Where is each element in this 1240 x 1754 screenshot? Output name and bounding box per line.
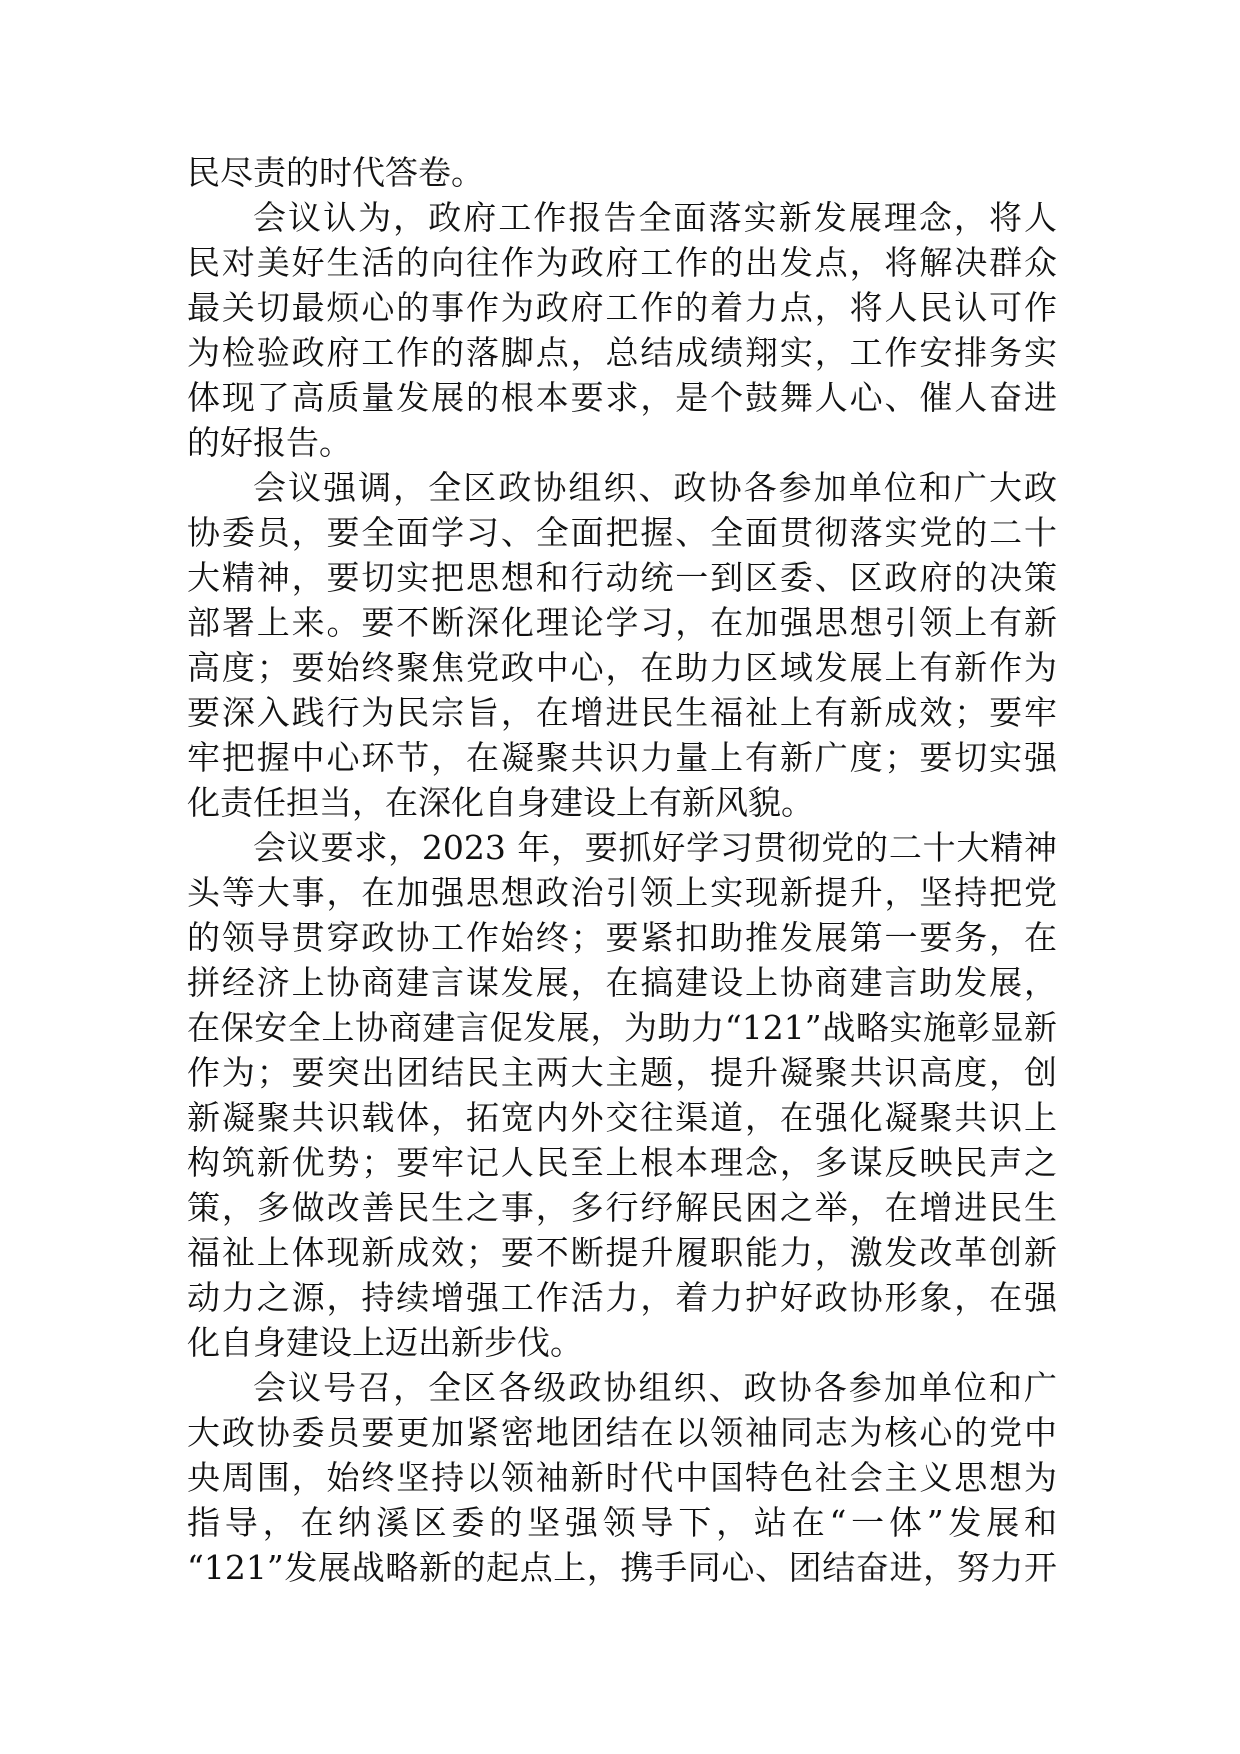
text-line: 策，多做改善民生之事，多行纾解民困之举，在增进民生 xyxy=(187,1188,1057,1227)
text-line: 的好报告。 xyxy=(187,423,352,462)
text-line: 大精神，要切实把思想和行动统一到区委、区政府的决策 xyxy=(187,558,1057,597)
text-line: 构筑新优势；要牢记人民至上根本理念，多谋反映民声之 xyxy=(187,1143,1057,1182)
text-line: 协委员，要全面学习、全面把握、全面贯彻落实党的二十 xyxy=(187,513,1057,552)
text-line: 新凝聚共识载体，拓宽内外交往渠道，在强化凝聚共识上 xyxy=(187,1098,1057,1137)
text-line: 最关切最烦心的事作为政府工作的着力点，将人民认可作 xyxy=(187,288,1057,327)
text-line: 福祉上体现新成效；要不断提升履职能力，激发改革创新 xyxy=(187,1233,1057,1272)
text-line: 会议强调，全区政协组织、政协各参加单位和广大政 xyxy=(253,468,1057,507)
text-line: 牢把握中心环节，在凝聚共识力量上有新广度；要切实强 xyxy=(187,738,1057,777)
document-body xyxy=(187,150,1057,1590)
text-line: 会议认为，政府工作报告全面落实新发展理念，将人 xyxy=(253,198,1057,237)
text-line: 会议要求，2023 年，要抓好学习贯彻党的二十大精神 xyxy=(253,828,1057,867)
text-line: 民尽责的时代答卷。 xyxy=(187,153,484,192)
text-line: 作为；要突出团结民主两大主题，提升凝聚共识高度，创 xyxy=(187,1053,1057,1092)
text-line: 要深入践行为民宗旨，在增进民生福祉上有新成效；要牢 xyxy=(187,693,1057,732)
text-line: 民对美好生活的向往作为政府工作的出发点，将解决群众 xyxy=(187,243,1057,282)
text-line: 部署上来。要不断深化理论学习，在加强思想引领上有新 xyxy=(187,603,1057,642)
text-line: 动力之源，持续增强工作活力，着力护好政协形象，在强 xyxy=(187,1278,1057,1317)
text-line: 的领导贯穿政协工作始终；要紧扣助推发展第一要务，在 xyxy=(187,918,1057,957)
text-line: 体现了高质量发展的根本要求，是个鼓舞人心、催人奋进 xyxy=(187,378,1057,417)
text-line: 会议号召，全区各级政协组织、政协各参加单位和广 xyxy=(253,1368,1057,1407)
text-line: 头等大事，在加强思想政治引领上实现新提升，坚持把党 xyxy=(187,873,1057,912)
text-line: 在保安全上协商建言促发展，为助力“121”战略实施彰显新 xyxy=(187,1008,1057,1047)
text-line: 大政协委员要更加紧密地团结在以领袖同志为核心的党中 xyxy=(187,1413,1057,1452)
text-line: 高度；要始终聚焦党政中心，在助力区域发展上有新作为 xyxy=(187,648,1057,687)
text-line: 为检验政府工作的落脚点，总结成绩翔实，工作安排务实 xyxy=(187,333,1057,372)
text-line: 指导，在纳溪区委的坚强领导下，站在“一体”发展和 xyxy=(187,1503,1057,1542)
text-line: “121”发展战略新的起点上，携手同心、团结奋进，努力开 xyxy=(187,1548,1057,1587)
text-line: 拼经济上协商建言谋发展，在搞建设上协商建言助发展， xyxy=(187,963,1057,1002)
text-line: 央周围，始终坚持以领袖新时代中国特色社会主义思想为 xyxy=(187,1458,1057,1497)
text-line: 化责任担当，在深化自身建设上有新风貌。 xyxy=(187,783,814,822)
text-line: 化自身建设上迈出新步伐。 xyxy=(187,1323,583,1362)
